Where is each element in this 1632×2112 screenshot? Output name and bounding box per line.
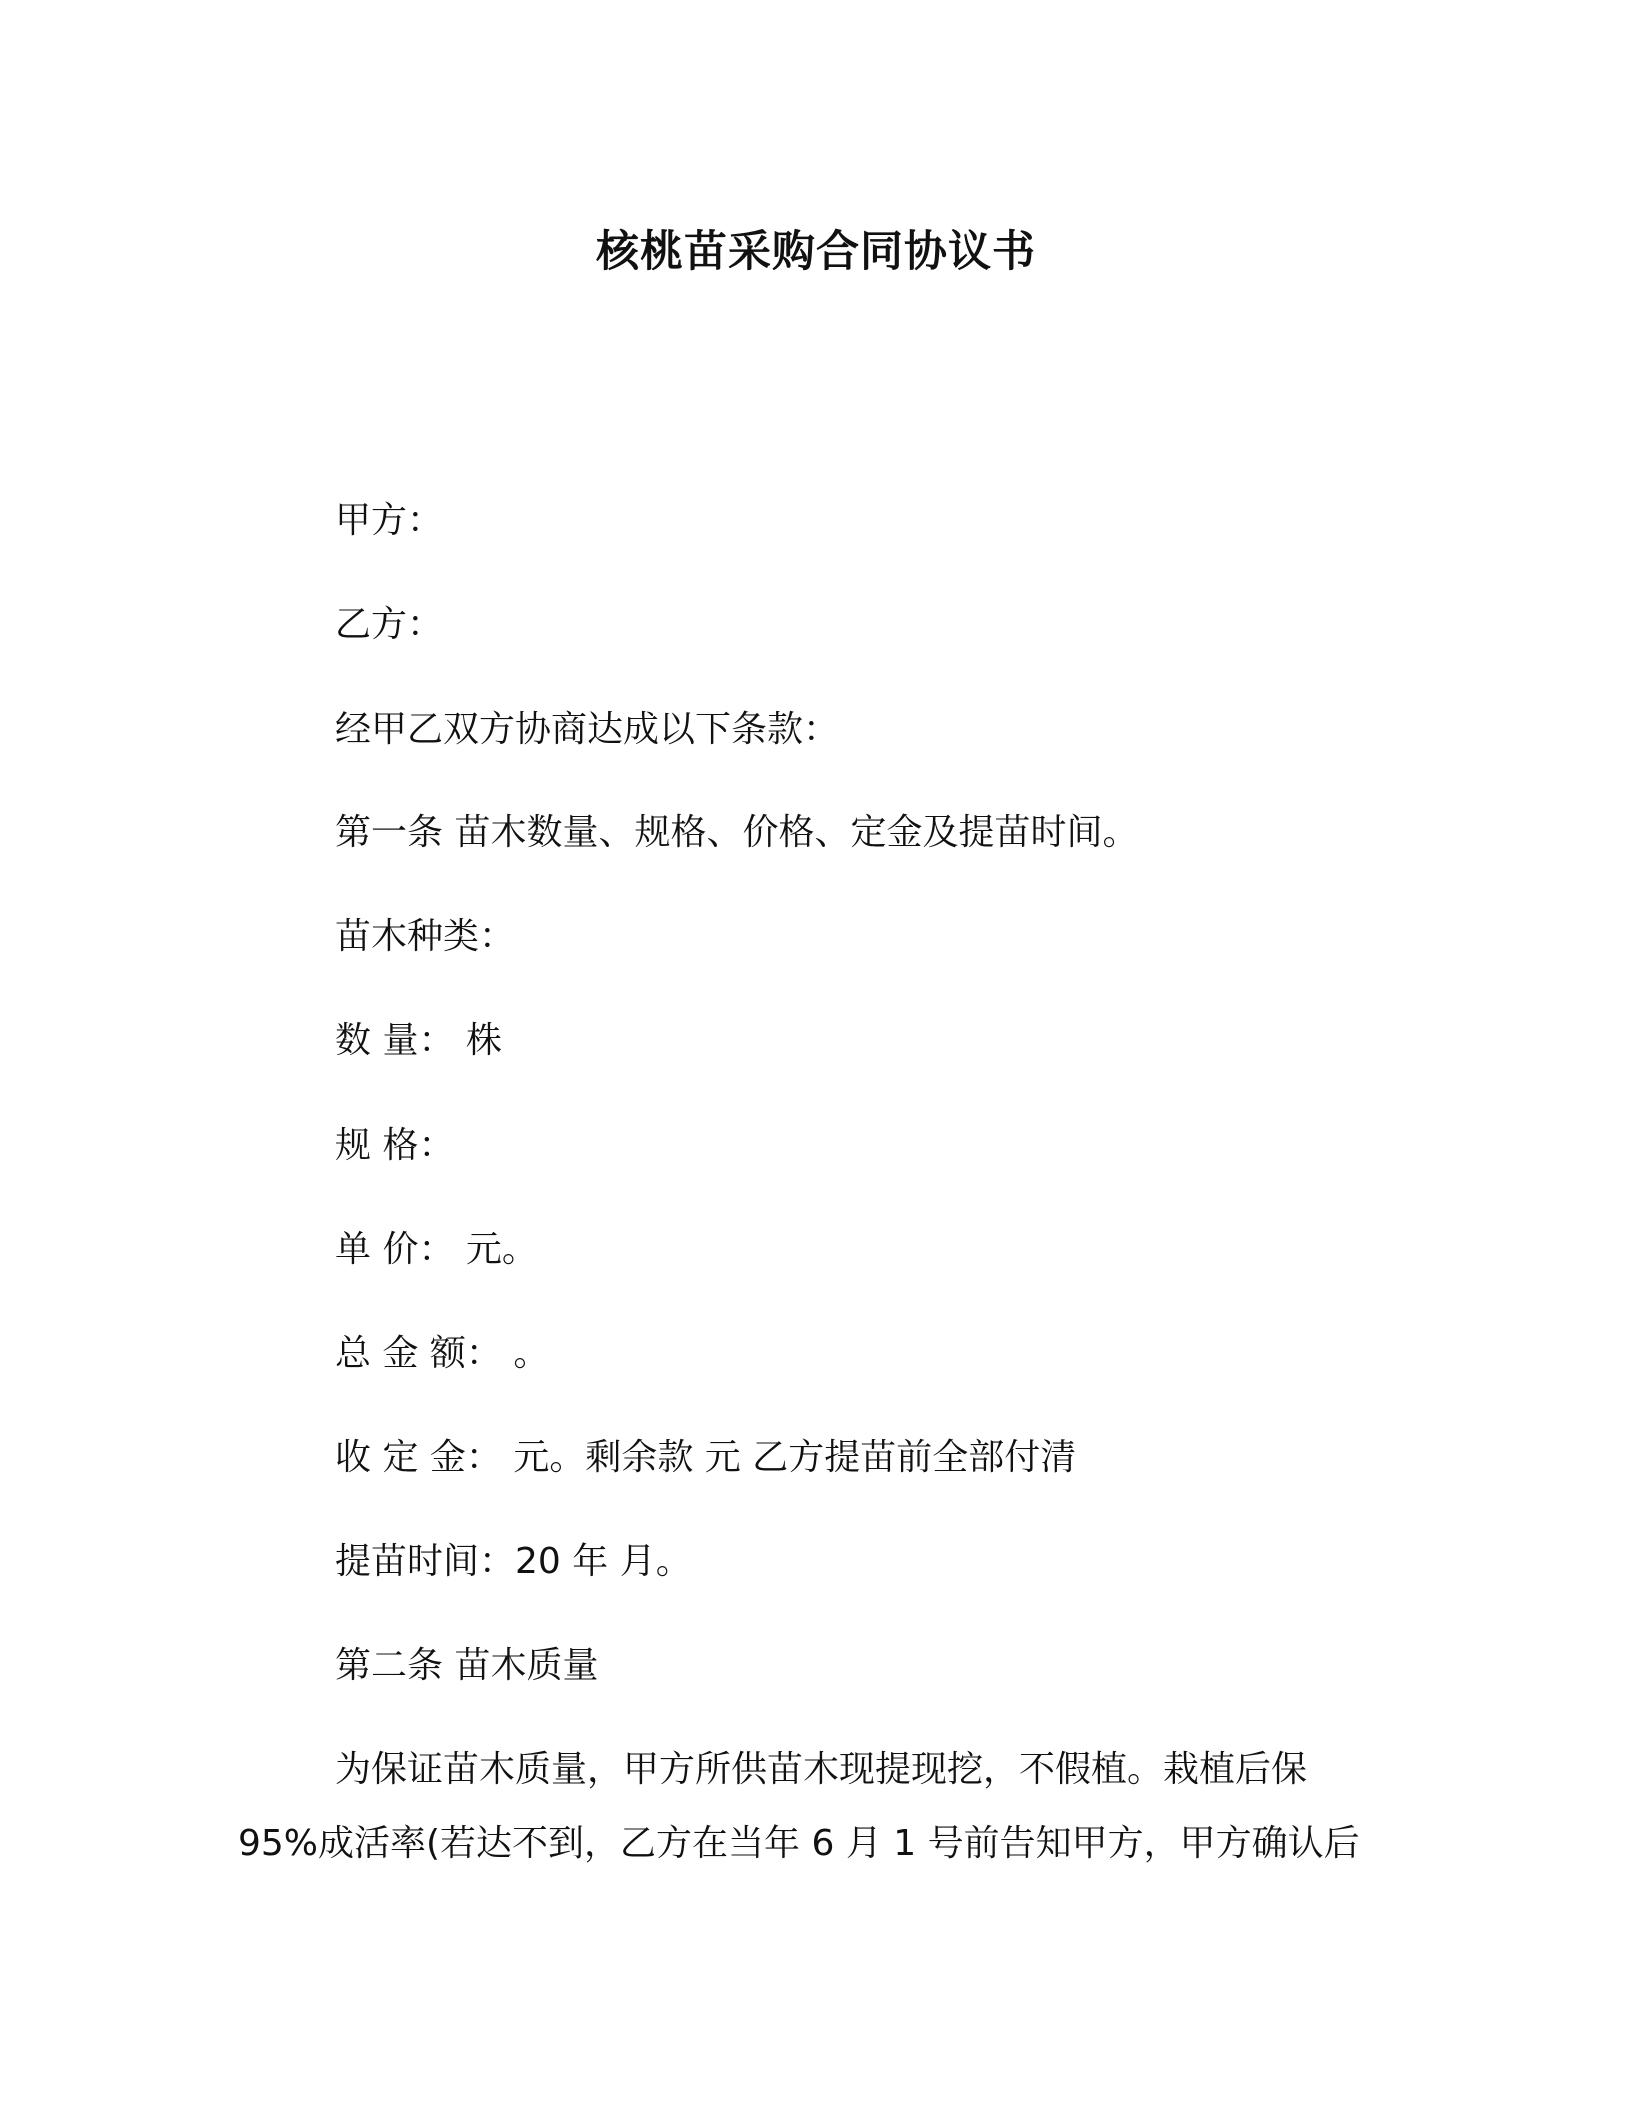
party-a-line: 甲方： — [335, 500, 444, 541]
seedling-type-line: 苗木种类： — [335, 916, 516, 957]
quality-paragraph-line-1: 为保证苗木质量，甲方所供苗木现提现挖，不假植。栽植后保 — [335, 1749, 1308, 1790]
deposit-line: 收 定 金： 元。剩余款 元 乙方提苗前全部付清 — [335, 1437, 1077, 1478]
total-amount-line: 总 金 额： 。 — [335, 1333, 550, 1374]
specification-line: 规 格： — [335, 1125, 455, 1166]
pickup-time-line: 提苗时间：20 年 月。 — [335, 1541, 692, 1582]
agreement-intro-line: 经甲乙双方协商达成以下条款： — [335, 709, 840, 750]
article-2-heading: 第二条 苗木质量 — [335, 1645, 599, 1686]
quantity-line: 数 量： 株 — [335, 1020, 502, 1061]
unit-price-line: 单 价： 元。 — [335, 1229, 538, 1270]
quality-paragraph-line-2: 95%成活率(若达不到，乙方在当年 6 月 1 号前告知甲方，甲方确认后 — [238, 1823, 1360, 1864]
article-1-heading: 第一条 苗木数量、规格、价格、定金及提苗时间。 — [335, 812, 1139, 853]
document-title: 核桃苗采购合同协议书 — [596, 227, 1036, 277]
party-b-line: 乙方： — [335, 604, 444, 645]
